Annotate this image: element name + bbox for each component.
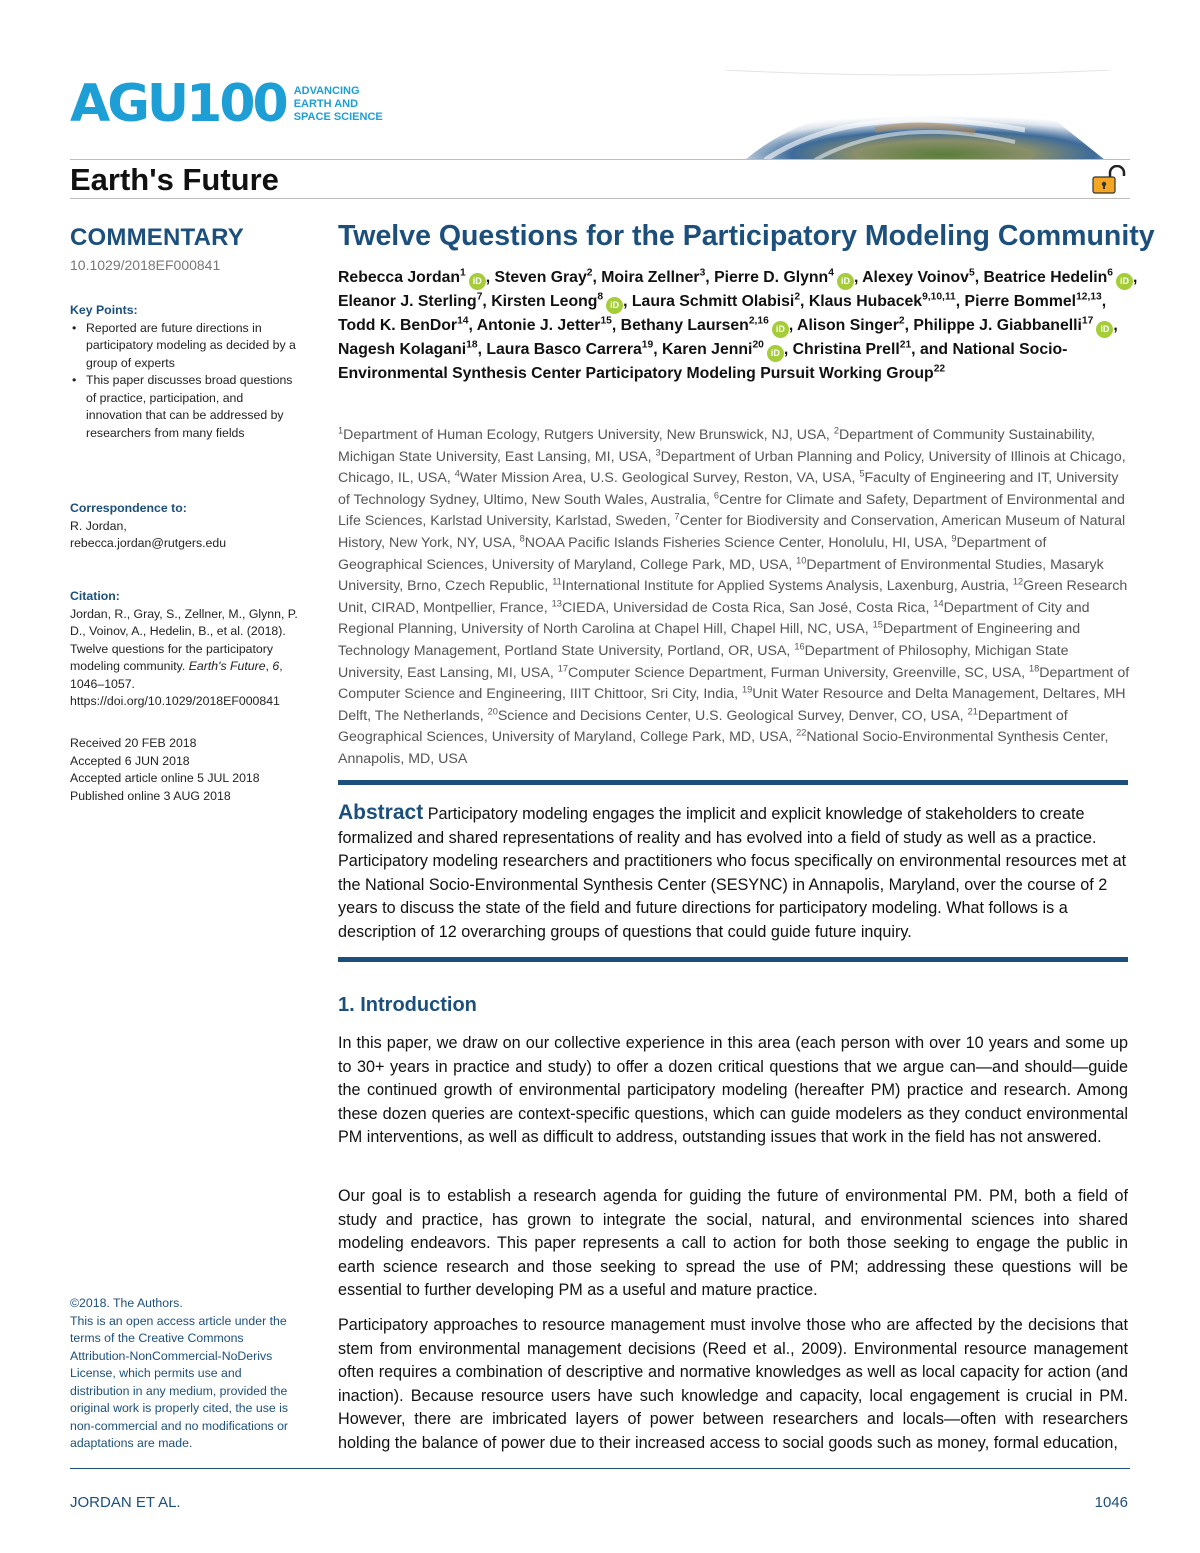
author-affiliation-number: 2,16 [748, 315, 769, 327]
header-rule [70, 159, 1130, 160]
section-heading: 1. Introduction [338, 994, 477, 1016]
author-affiliation-number: 21 [899, 339, 912, 351]
affiliation-text: Department of Human Ecology, Rutgers University, New Brunswick, NJ, USA, [343, 427, 834, 443]
author-separator: , [482, 293, 492, 310]
author-separator: , [611, 317, 621, 334]
author-separator: , [788, 317, 798, 334]
author-separator: , [1113, 317, 1118, 334]
earth-globe-banner [725, 70, 1110, 160]
author-name: Rebecca Jordan [338, 269, 461, 286]
copyright: ©2018. The Authors. [70, 1296, 183, 1310]
affiliation-number: 7 [674, 511, 680, 522]
affiliation-text: Department of Engineering and Technology Management, Portland State University, Portland, OR, USA, [338, 621, 1081, 659]
affiliation-number: 14 [933, 598, 944, 609]
affiliation-text: Center for Biodiversity and Conservation, American Museum of Natural History, New York, NY, USA, [338, 513, 1126, 551]
author-affiliation-number: 5 [968, 267, 975, 279]
affiliation-number: 20 [487, 705, 498, 716]
author-name: Eleanor J. Sterling [338, 293, 477, 310]
abstract-text: Participatory modeling engages the implicit and explicit knowledge of stakeholders to create formalized and shared representations of reality and has evolved into a field of study as well as a practice. Participatory modeling researchers and practitioners who focus specifically on environmental resources met at the National Socio-Environmental Synthesis Center (SESYNC) in Annapolis, Maryland, over the course of 2 years to discuss the state of the field and future directions for participatory modeling. What follows is a description of 12 overarching groups of questions that could guide future inquiry. [338, 805, 1127, 941]
orcid-icon[interactable]: iD [469, 273, 486, 290]
author-name: Nagesh Kolagani [338, 341, 467, 358]
author-affiliation-number: 14 [457, 315, 469, 327]
journal-rule [70, 198, 1130, 199]
body-paragraph: Our goal is to establish a research agenda for guiding the future of environmental PM. PM, both a field of study and practice, has grown to integrate the social, natural, and environmental sciences into shared modeling endeavors. This paper represents a call to action for both those seeking to engage the public in earth science research and those seeking to spread the use of PM; addressing these questions will be essential to further developing PM as a useful and mature practice. [338, 1187, 1128, 1299]
author-affiliation-number: 22 [933, 363, 946, 375]
author-affiliation-number: 8 [597, 291, 604, 303]
author-name: Moira Zellner [601, 269, 700, 286]
author-separator: , [653, 341, 662, 358]
running-head: JORDAN ET AL. [70, 1494, 181, 1511]
author-list [338, 266, 1138, 386]
affiliation-number: 11 [552, 576, 562, 587]
affiliation-number: 18 [1028, 662, 1040, 673]
affiliation-text: Department of Environmental Studies, Masaryk University, Brno, Czech Republic, [338, 556, 1104, 595]
author-name: Laura Schmitt Olabisi [631, 293, 795, 310]
affiliation-text: CIEDA, Universidad de Costa Rica, San José, Costa Rica, [561, 599, 934, 616]
affiliation-text: Science and Decisions Center, U.S. Geological Survey, Denver, CO, USA, [497, 707, 968, 724]
logo-tagline: ADVANCING EARTH AND SPACE SCIENCE [293, 84, 383, 123]
author-name: Laura Basco Carrera [486, 341, 642, 358]
author-affiliation-number: 4 [828, 267, 834, 279]
citation-heading: Citation: [70, 589, 120, 603]
correspondence-name: R. Jordan, [70, 518, 127, 533]
correspondence [70, 500, 302, 553]
author-name: Kirsten Leong [491, 293, 598, 310]
author-affiliation-number: 18 [466, 339, 478, 351]
article-type: COMMENTARY [70, 224, 244, 251]
author-affiliation-number: 20 [752, 339, 764, 351]
author-affiliation-number: 19 [641, 339, 654, 351]
author-affiliation-number: 3 [699, 267, 706, 279]
author-separator: , [955, 293, 965, 310]
affiliation-text: Computer Science Department, Furman University, Greenville, SC, USA, [567, 664, 1029, 681]
abstract-heading: Abstract [338, 801, 424, 824]
author-name: Steven Gray [494, 269, 587, 286]
author-separator: , [592, 269, 602, 286]
affiliation-number: 3 [655, 446, 661, 457]
author-separator: , [623, 293, 632, 310]
abstract-top-rule [338, 780, 1128, 785]
affiliation-number: 1 [338, 425, 344, 436]
affiliation-number: 5 [859, 468, 865, 479]
author-name: Bethany Laursen [620, 317, 749, 334]
affiliation-text: Department of Geographical Sciences, University of Maryland, College Park, MD, USA, [338, 534, 1047, 573]
accepted-date: Accepted 6 JUN 2018 [70, 753, 190, 768]
accepted-online-date: Accepted article online 5 JUL 2018 [70, 771, 260, 785]
author-separator: , [468, 317, 477, 334]
author-name: Alison Singer [797, 317, 899, 334]
author-name: Karen Jenni [662, 341, 753, 358]
page-number: 1046 [1094, 1494, 1128, 1511]
license-block [70, 1295, 302, 1453]
author-separator: , [974, 269, 984, 286]
citation-text: Jordan, R., Gray, S., Zellner, M., Glynn, P. D., Voinov, A., Hedelin, B., et al. (2018). Twelve questions for the participatory modeling community. Earth's Future, 6, 1046–1057. https://doi.org/10.1029/2018EF000841 [70, 606, 298, 708]
doi[interactable]: 10.1029/2018EF000841 [70, 257, 221, 273]
received-date: Received 20 FEB 2018 [70, 736, 197, 750]
affiliation-number: 9 [951, 533, 957, 544]
correspondence-heading: Correspondence to: [70, 501, 187, 515]
author-name: Pierre D. Glynn [714, 269, 829, 286]
affiliation-number: 4 [454, 468, 460, 479]
affiliation-text: NOAA Pacific Islands Fisheries Science Center, Honolulu, HI, USA, [524, 534, 952, 551]
footer-rule [70, 1468, 1130, 1469]
author-name: Christina Prell [792, 341, 900, 358]
author-affiliation-number: 1 [460, 267, 466, 279]
affiliation-number: 2 [833, 425, 839, 436]
author-name: Klaus Hubacek [808, 293, 923, 310]
affiliation-text: Department of Community Sustainability, Michigan State University, East Lansing, MI, USA, [338, 427, 1095, 465]
open-lock-icon [1090, 165, 1128, 195]
logo-mark: AGU100 [70, 74, 286, 134]
author-affiliation-number: 6 [1107, 267, 1113, 279]
author-name: Todd K. BenDor [338, 317, 458, 334]
author-name: Antonie J. Jetter [476, 317, 601, 334]
affiliation-number: 10 [796, 554, 807, 565]
author-separator: , and [911, 341, 953, 358]
author-separator: , [853, 269, 863, 286]
history-dates [70, 735, 302, 805]
author-separator: , [705, 269, 715, 286]
affiliation-number: 6 [713, 490, 720, 501]
affiliation-text: Centre for Climate and Safety, Department of Environmental and Life Sciences, Karlstad University, Karlstad, Sweden, [338, 491, 1125, 530]
citation [70, 588, 302, 711]
author-affiliation-number: 2 [898, 315, 905, 327]
affiliation-text: Department of Geographical Sciences, University of Maryland, College Park, MD, USA, [338, 707, 1068, 746]
affiliation-number: 21 [967, 705, 978, 716]
affiliation-text: Unit Water Resource and Delta Management, Deltares, MH Delft, The Netherlands, [338, 686, 1126, 724]
affiliation-text: National Socio-Environmental Synthesis Center, Annapolis, MD, USA [338, 729, 1109, 767]
affiliation-number: 19 [742, 684, 753, 695]
author-separator: , [477, 341, 487, 358]
article-title: Twelve Questions for the Participatory Modeling Community [338, 220, 1155, 252]
abstract-bottom-rule [338, 957, 1128, 962]
orcid-icon[interactable]: iD [767, 345, 784, 362]
affiliation-text: Green Research Unit, CIRAD, Montpellier, France, [338, 578, 1128, 616]
author-separator: , [485, 269, 495, 286]
affiliation-text: Department of Urban Planning and Policy, University of Illinois at Chicago, Chicago, IL, USA, [338, 448, 1126, 487]
author-separator: , [800, 293, 809, 310]
author-name: Beatrice Hedelin [983, 269, 1108, 286]
author-affiliation-number: 15 [600, 315, 612, 327]
author-affiliation-number: 17 [1081, 315, 1094, 327]
author-separator: , [783, 341, 793, 358]
affiliation-number: 13 [551, 598, 562, 609]
orcid-icon[interactable]: iD [1116, 273, 1133, 290]
author-affiliation-number: 7 [476, 291, 483, 303]
author-separator: , [1132, 269, 1138, 286]
author-separator: , [1101, 293, 1107, 310]
key-points-heading: Key Points: [70, 303, 138, 317]
orcid-icon[interactable]: iD [606, 297, 623, 314]
key-point-item: • This paper discusses broad questions of practice, participation, and innovation that can be addressed by researchers from many fields [70, 372, 302, 442]
orcid-icon[interactable]: iD [1096, 321, 1113, 338]
author-affiliation-number: 9,10,11 [922, 291, 956, 303]
orcid-icon[interactable]: iD [837, 273, 854, 290]
body-paragraph: Participatory approaches to resource management must involve those who are affected by the decisions that stem from environmental management decisions (Reed et al., 2009). Environmental resource management often requires a combination of descriptive and normative knowledges as well as local capacity for action (and inaction). Because resource users have such knowledge and capacity, local engagement is crucial in PM. However, there are imbricated layers of power between researchers and locals—often with researchers holding the balance of power due to their increased access to social goods such as money, formal education, [338, 1316, 1128, 1452]
affiliation-text: Department of City and Regional Planning, University of North Carolina at Chapel Hill, Chapel Hill, NC, USA, [338, 599, 1090, 638]
affiliation-number: 15 [872, 619, 883, 630]
body-paragraph: In this paper, we draw on our collective experience in this area (each person with over 10 years and some up to 30+ years in practice and study) to offer a dozen critical questions that we argue can—and should—guide the continued growth of environmental participatory modeling (hereafter PM) practice and research. Among these dozen queries are context-specific questions, which can guide modelers as they conduct environmental PM interventions, as well as difficult to address, outstanding issues that work in the field has not answered. [338, 1034, 1128, 1146]
journal-title: Earth's Future [70, 162, 279, 197]
author-affiliation-number: 2 [586, 267, 593, 279]
agu100-logo [70, 74, 383, 134]
author-name: Pierre Bommel [964, 293, 1077, 310]
key-point-item: • Reported are future directions in participatory modeling as decided by a group of experts [70, 320, 302, 373]
key-points [70, 302, 302, 442]
author-affiliation-number: 2 [794, 291, 801, 303]
orcid-icon[interactable]: iD [772, 321, 789, 338]
affiliation-text: International Institute for Applied Systems Analysis, Laxenburg, Austria, [561, 578, 1013, 595]
affiliation-text: Faculty of Engineering and IT, University of Technology Sydney, Ultimo, New South Wales, Australia, [338, 470, 1119, 508]
author-name: Philippe J. Giabbanelli [913, 317, 1082, 334]
license-text: This is an open access article under the terms of the Creative Commons Attribution-NonCommercial-NoDerivs License, which permits use and distribution in any medium, provided the original work is properly cited, the use is non-commercial and no modifications or adaptations are made. [70, 1313, 289, 1450]
affiliations [338, 425, 1130, 771]
affiliation-number: 22 [796, 727, 807, 738]
affiliation-number: 12 [1012, 576, 1024, 587]
affiliation-number: 8 [519, 533, 525, 544]
author-affiliation-number: 12,13 [1076, 291, 1102, 303]
abstract [338, 801, 1128, 944]
affiliation-number: 16 [794, 641, 805, 652]
affiliation-text: Department of Philosophy, Michigan State University, East Lansing, MI, USA, [338, 642, 1069, 681]
affiliation-number: 17 [557, 662, 568, 673]
author-separator: , [904, 317, 914, 334]
affiliation-text: Department of Computer Science and Engineering, IIIT Chittoor, Sri City, India, [338, 664, 1130, 703]
author-name: Alexey Voinov [862, 269, 969, 286]
affiliation-text: Water Mission Area, U.S. Geological Survey, Reston, VA, USA, [459, 470, 860, 487]
author-name: National Socio-Environmental Synthesis Center Participatory Modeling Pursuit Working Group [338, 341, 1068, 382]
published-date: Published online 3 AUG 2018 [70, 788, 231, 803]
correspondence-email[interactable]: rebecca.jordan@rutgers.edu [70, 536, 227, 550]
